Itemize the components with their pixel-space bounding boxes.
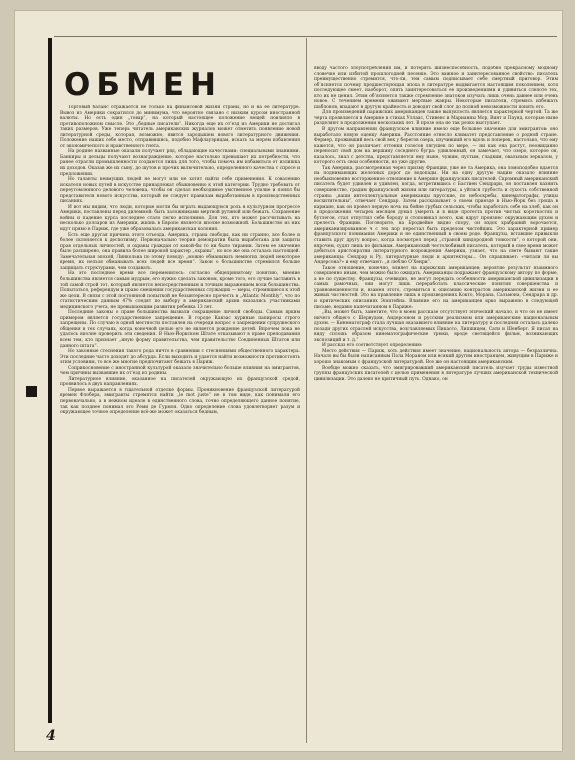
page-number: 4 (46, 728, 56, 744)
left-vertical-bar (48, 38, 52, 723)
paragraph: вводу частого злоупотребления им, и потерять жизнеспособность, подобно прекрасному модному словечке или избитой прошлогодней песенке. Это важное и заинтересованное свойство: писатель преимущественно стремится, что-ли, тем самым подписывает себе смертный приговор. Этим об’ясняется почему предшествующая эпоха в литературе выдвигается настоящим поколением, хотя последующее смеет, наоборот, опять заинтересоваться ее произведениями и удивиться слепоте тех, кто их не ценил. Этим об’ясняется также стремление знатоков изучать лишь очень давнее или очень новое. С течением времени оживают мертвые жанры. Некоторые писатели, стремясь избежать шаблонов, впадают в другую крайность и доводят свой слог до полной невозможности понять его. (314, 66, 558, 110)
paragraph: Такое отношение, конечно, влияет на парижских американцев; вероятие результат взаимного совершенно иным, чем можно было ожидать. Американцы подражают французскому автору по форме, а не по существу. Французы, очевидно, не могут передать особенности американской цивилизации в самых рамочных, они могут лишь переработать классические понятия совершенства и уравновешенности и, взамен этого, стремиться к описанию контрастов американской жизни и ее живых частностей. Это на правление лишь в произведениях Кокто, Морана, Сальмона, Сендрара и др. и критических описаниях Эпштейна. Влияние его на американцев ярко выражено в следующей письме, недавно напечатанном в Париже: (314, 265, 558, 310)
paragraph: Но законные стеснения такого рода ничто в сравнении с стеснениями общественного характера. Эти последние часто доходят до абсурда. Если выходить и удается найти возможности противостоять этим условиям, то все же многие предпочитают бежать в Париж. (60, 349, 300, 366)
paragraph: Но таланты неимущих людей не могут или не хотят найти себе применения. К совалению искателя новых путей в искусстве принадлежат обыкновенно к этой категории. Трудно требовать от переутомленного делового человека, чтобы он сделал необходимое умственное усилие и понял бы представителя нового искусства, который не следует правилам выработанным в производственных писаниях. (60, 177, 300, 205)
paragraph: Торговый баланс отражается не только на финансовой жизни страны, но и на ее литературе. Вывоз из Америки сократился до минимума, что вероятно связано с низким курсом иностранной валюты. Но есть один „товар“, на который настоящее положение вещей повлияло в противоположном смысле. Это „бедные писатели“. Никогда еще их от’езд из Америки не достигал таких размеров. Уже теперь читатель американских журналов может отметить появление новой литературной среды, которая, возможно, явится зародышем нового литературного движения. Положение наших себе место, отправившись, подобно Мафлауэрицам, искать за морем избавления от экономического и нравственного гнета. (60, 105, 300, 149)
page (14, 10, 563, 752)
paragraph: Для произведений парижских американцев также выпуклость является характерной чертой. Та же черта проявляется в Америке в стихах Уллаас, Стивенс и Марианны Мор, Винт и Паунд, которые ныне разделяют в продолжении нескольких лет. В прозе она не так резко выступает. (314, 110, 558, 127)
paragraph: Вообще можно сказать, что эмигрировавший американский писатель изучает труды известной группы французских писателей с целью применения в литературе лучших американской технической цивилизации. Это далеко не критичный путь. Однако, он (314, 365, 558, 382)
paragraph: Место действия — Париж, хоть действия имеет значение, национальность автора — безразлична. Начало вы бы были написанным Пола Мораном или всякий другим иностранцем, живущим в Париже и хорошо знакомым с французской литературой. Все же он настоящим американским. (314, 348, 558, 365)
paragraph: Есть еще другая причина этого отъезда. Америка, страна свободы, как ни странно, все более и более склоняется к деспотизму. Первоначально теория демократии была выработана для защиты прав отдельных личностей, и охраны граждан от какой-бы то ни было тирании. Затем ее значение было расширено, она правила более широкой характер „охраны“, но все же она осталась настоящей. Замечательная эпохой, Линкольна по этому поводу: „можно обманывать немногих людей некоторое время, их нельзя обманывать всех людей все время“. Закон о большинстве стремился больше защищать структурами, чем создавать. (60, 232, 300, 271)
paragraph: Так Америка, рассмотренная через призму Франции, уже не та Америка, она ломоподобно вдается на поднимающих железных дорог до водопады. Ни на одну другую нацию оказало влияние необыкновенно восторженное отношение к Америке французских писателей. Скромный американский писатель будет удивлен и удивлен, когда, встретившись с Бастиен Сендрари, он поставлен казнить совершенство, градим французской жизни или литературы, а уйтися грубость и сухость собственной страны: „ваши интеллектуальные американцы прусские, по небоскребы, кинематографы, улицы восхитительны“, отвечает Сендрар. Затем рассказывает о своем приезде в Нью-Йорк без гроша в кармане, как он провел первую ночь на бойне грубых сельских, чтобы заработать себе на хлеб, как он в продолжении четырех месяцев думал умереть и в виде протеста против чистых короткостях и бутлегов, стал отпустил себе бороду и стоповикал всего, как вдруг произнес окружающим духом и прелесть Франции. Поговорите, на Бродвейке видно спору, он вздох храбраний ворочается, американизированное ч с тех пор перестал быть пределом чистейших. Это характерной пример французского понимания Америки и не единственный в своем роде. Французы, вставшие привыкли ставить друг другу вопрос, когда посмотрел перед „страной хиндородной тонкости“, о которой они, впрочем, судят лишь по фильмам. Американский честолюбивый писатель, который в свое время может добиться аристократии литературного возрождения Америки, узнает, что на свете бывают такие американцы: Сендрар и Ру, литературные люди и архитекторы... Он спрашивает: «читали ли вы Андерсона?» и ему отвечают: „я люблю О’Хенри“. (314, 165, 558, 266)
paragraph: В другом направлении французское влияние имело еще большее значение для эмигрантов: оно выработало новую оценку Америки. Расстояние отнесло климатет представление о родной стране. Фермер, проживший весь свой век у берегов озера, изучивший его вдоль и поперек, настолько, что ему кажется, что он различает оттенки голосов лягушек по мере, — ни как она растут, неожиданно переносит свой дом на вершину соседнего бугра: удивленный, он замечает, что озеро, которое он, казалось, знал с детства, представляется ему ныне, чужим, пустым, гладким, овальным зеркалом, у которого есть свои особенности, но уже другие. (314, 127, 558, 166)
paragraph: Последние законы о праве большинства вызвали сокращение личной свободы. Самым ярким примером является государственное запрещение. В городе Канзас куриные папиросы строго запрещены. По случаю в одной местности поставлен на очереди вопрос о запрещении супружеского общения в тех случаях, когда конечной целью его не является рождение детей. Впрочем пока не удалось вполне проверить эти сведения. В Нью-Йоркском Штате отказывают в праве преподавания всем тем, кто признает „иную форму правительства, чем правительство Соединенных Штатов или данного штата“. (60, 310, 300, 349)
paragraph: Соприкосновение с иностранной культурой оказало значительно больше влияния на эмигрантов, чем причины вызвавшие их от’езд из родины. (60, 365, 300, 377)
paragraph: На это последнее время все переменилось: согласно общепринятому понятию, мнение большинства является самым мудрым, его нужно сделать законом, кроме того, его лучше заставить в той самой строй тот, который является непосредственным и точным выражением воли большинства. Попытаться, референдум и право смещения государственных служащих — меры, стремящиеся к этой же цели. В связи с этой постоянной попыткой не безынтересно прочесть в „Atlantic Monthly“, что по статистическим данным 47% следят по выбору в американский архив оказались участниками медицинского учета, не превышающим развития ребенка 13 лет. (60, 271, 300, 310)
top-rule (54, 36, 557, 37)
article-title: ОБМЕН (64, 67, 222, 103)
paragraph: Первое выражается в тщательной отделке формы. Проникновение французской литературой времен Флобера, эмигранты стремятся найти „le mot juste“ не в том виде, как понимали его первоначально, а в нежном идеале в единственного слова, точно определяющего данное понятие, так как позднее понимал это Реми де Гурмон. Одно определение слова удовлетворяет разум и окружающее точное определение всё-же может оказаться бедным, (60, 387, 300, 416)
paragraph: На родине названные оказали получают ряд, обладающие качествами: специальными знаниями. Банкиры и дельцы получают вознаграждение, которое настолько превышает их потребности, что ранее отрасли промышленности создаются лишь для того, чтобы помочь им избавиться от излишка их доходов. Оказав же их сыну, до шутов и прочих включительно, определенного качества с спросе и предложении. (60, 149, 300, 177)
margin-marker (26, 386, 37, 397)
paragraph: И рассказ его соответствует определению: (322, 343, 423, 349)
paragraph: Литературное влияние, оказанное на писателей окружающую их французской средой, проявилось в двух направлениях. (60, 376, 300, 388)
paragraph: И вот мы видим, что люди, которые могли бы играть выдающуюся роль в культурном прогрессе Америки, поставлены перед дилеммой: быть заложниками мертвой рутиной или бежать. Сохранение войны и падение курса последнее стало легко исполнимо. Для тех, кто может рассчитывать на несколько долларов из Америки, жизнь в Европе является вполне возможной. Большинство из них идут прямо в Париж, где уже образовалась американская колония. (60, 204, 300, 233)
column-divider (306, 38, 307, 743)
right-column (314, 66, 558, 746)
left-column (60, 105, 300, 753)
paragraph: „Вы, может быть, заметите, что в моем рассказе отсутствует этический начало, и что он не имеет ничего общего с Шервудом, Андерсоном и русским реализмом или американским национальным духом. — Кинематограф стала лучшая оказавшего влияние на литературу и последняя осталась далеко позади других отраслей искусства, возглавляемых Пикассо, Липшицем, Сати и Шенберг. Я писал на виду сплошь образом кинематографические трюки, вроде светящейся фильм, возникающих экспозиций и т. д.“ (314, 310, 558, 343)
